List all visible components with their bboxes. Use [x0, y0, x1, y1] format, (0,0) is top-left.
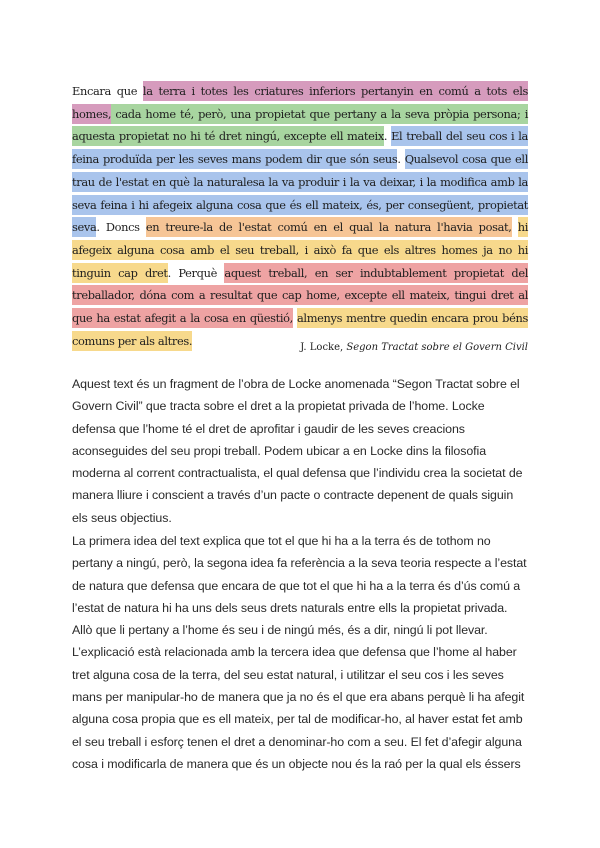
quote-text-segment: Encara que [72, 84, 143, 98]
quote-text-segment: . Perquè [167, 265, 225, 280]
body-paragraph-analysis: La primera idea del text explica que tot el que hi ha a la terra és de tothom no pertany a ningú, però, la segona idea fa referència a la seva teoria respecte a l’estat de natura que defensa que encara de que tot el que hi ha a la terra és d’ús comú a l’estat de natura hi ha uns dels seus drets naturals entre ells la propietat privada. Allò que li pertany a l’home és seu i de ningú més, és a dir, ningú li pot llevar. L’explicació està relacionada amb la tercera idea que defensa que l’home al haber tret alguna cosa de la terra, del seu estat natural, i utilitzar el seu cos i les seves mans per manipular-ho de manera que ja no és el que era abans perquè li ha afegit alguna cosa propia que es ell mateix, per tal de modificar-ho, al haver estat fet amb el seu treball i esforç tenen el dret a denominar-ho com a seu. El fet d’afegir alguna cosa i modificarla de manera que és un objecte nou és la raó per la qual els éssers [72, 534, 527, 771]
citation-author: J. Locke, [300, 342, 347, 353]
highlighted-segment: aquest treball, en ser indubtablement propietat del treballador, dóna com a resultat que cap home, excepte ell mateix, tingui dret al que ha estat afegit a la cosa en qüestió, [72, 263, 528, 328]
highlighted-segment: El treball del seu cos i la feina produïda per les seves mans podem dir que són seus [72, 126, 528, 169]
highlighted-segment: hi afegeix alguna cosa amb el seu treball, i això fa que els altres homes ja no hi tinguin cap dret [72, 217, 528, 282]
quote-text-segment: . [383, 129, 392, 144]
highlighted-segment: en treure-la de l'estat comú en el qual la natura l'havia posat, [146, 217, 512, 237]
quote-text-segment: . Doncs [96, 220, 146, 235]
quote-text-segment: . [397, 152, 405, 167]
highlighted-segment: la terra i totes les criatures inferiors pertanyin en comú a tots els homes, [72, 81, 528, 124]
quote-citation [300, 342, 528, 353]
highlighted-quote [72, 80, 528, 352]
quote-text-segment [512, 217, 518, 237]
highlighted-segment: Qualsevol cosa que ell trau de l'estat en què la naturalesa la va produir i la va deixar, i la modifica amb la seva feina i hi afegeix alguna cosa que és ell mateix, és, per consegüent, propietat seva [72, 149, 528, 237]
citation-work-title: Segon Tractat sobre el Govern Civil [346, 342, 528, 353]
highlighted-segment: almenys mentre quedin encara prou béns comuns per als altres. [72, 308, 528, 351]
body-paragraph-intro: Aquest text és un fragment de l’obra de Locke anomenada “Segon Tractat sobre el Govern Civil” que tracta sobre el dret a la propietat privada de l’home. Locke defensa que l’home té el dret de aprofitar i gaudir de les seves creacions aconseguides del seu propi treball. Podem ubicar a en Locke dins la filosofia moderna al corrent contractualista, el qual defensa que l’individu crea la societat de manera lliure i conscient a través d’un pacte o contracte depenent de quals siguin els seus objectius. [72, 377, 523, 525]
highlighted-segment: cada home té, però, una propietat que pertany a la seva pròpia persona; i aquesta propietat no hi té dret ningú, excepte ell mateix [72, 104, 528, 147]
